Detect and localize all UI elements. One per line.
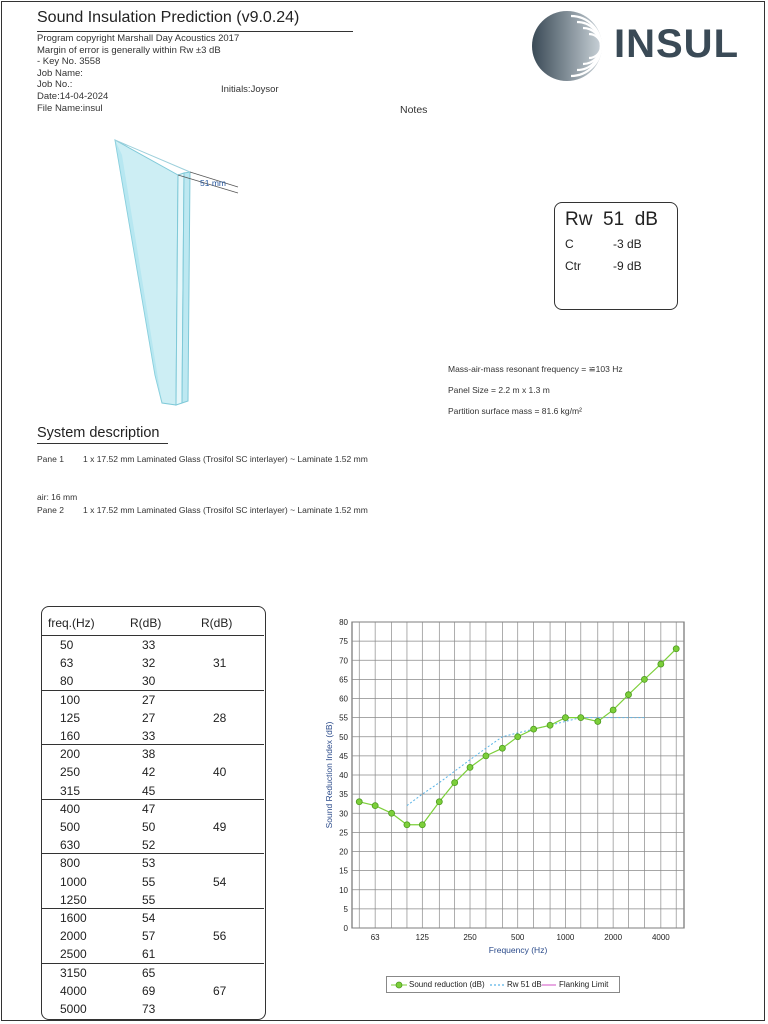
cell-r-value: 38 bbox=[142, 747, 156, 762]
y-tick-label: 5 bbox=[343, 904, 348, 914]
y-tick-label: 60 bbox=[339, 694, 348, 704]
rating-box bbox=[554, 202, 678, 310]
cell-frequency: 2000 bbox=[60, 929, 87, 944]
meta-line: - Key No. 3558 bbox=[37, 56, 101, 68]
title-underline bbox=[37, 31, 353, 32]
cell-r-value: 55 bbox=[142, 892, 156, 907]
cell-r-value: 65 bbox=[142, 965, 156, 980]
x-tick-label: 4000 bbox=[651, 933, 670, 942]
data-point bbox=[578, 715, 584, 721]
cell-frequency: 400 bbox=[60, 801, 81, 816]
data-point bbox=[531, 726, 537, 732]
y-tick-label: 75 bbox=[339, 637, 348, 647]
data-point bbox=[625, 692, 631, 698]
cell-r-value: 50 bbox=[142, 819, 156, 834]
cell-r-value: 27 bbox=[142, 692, 156, 707]
system-underline bbox=[37, 443, 168, 444]
meta-line: File Name:insul bbox=[37, 102, 103, 114]
y-tick-label: 70 bbox=[339, 656, 348, 666]
x-tick-label: 125 bbox=[415, 933, 429, 942]
logo-text: INSUL bbox=[614, 22, 739, 66]
data-point bbox=[515, 734, 521, 740]
report-title: Sound Insulation Prediction (v9.0.24) bbox=[37, 9, 300, 26]
resonant-frequency: Mass-air-mass resonant frequency = ≌103 Hz bbox=[448, 364, 623, 374]
table-header-r-octave: R(dB) bbox=[201, 616, 233, 630]
initials: Initials:Joysor bbox=[221, 84, 279, 95]
partition-properties bbox=[448, 359, 623, 422]
meta-line: Job No.: bbox=[37, 79, 73, 91]
cell-r-value: 47 bbox=[142, 801, 156, 816]
cell-r-value: 42 bbox=[142, 765, 156, 780]
chart-legend bbox=[386, 976, 620, 993]
table-header-r: R(dB) bbox=[130, 616, 162, 630]
cell-frequency: 5000 bbox=[60, 1001, 87, 1016]
y-tick-label: 45 bbox=[339, 751, 348, 761]
data-point bbox=[595, 718, 601, 724]
rw-rating bbox=[565, 209, 658, 231]
air-gap: air: 16 mm bbox=[37, 492, 78, 502]
data-point bbox=[389, 810, 395, 816]
cell-octave-value: 67 bbox=[213, 983, 227, 998]
ctr-value: -9 dB bbox=[613, 259, 642, 273]
panel-size: Panel Size = 2.2 m x 1.3 m bbox=[448, 385, 550, 395]
dimension-label: 51 mm bbox=[200, 178, 226, 188]
pane-2-desc: 1 x 17.52 mm Laminated Glass (Trosifol SC interlayer) ~ Laminate 1.52 mm bbox=[83, 505, 368, 515]
cell-octave-value: 31 bbox=[213, 656, 227, 671]
system-heading: System description bbox=[37, 425, 160, 441]
ctr-label: Ctr bbox=[565, 259, 581, 273]
data-point bbox=[658, 661, 664, 667]
cell-r-value: 69 bbox=[142, 983, 156, 998]
cell-frequency: 200 bbox=[60, 747, 81, 762]
table-row-group bbox=[42, 908, 264, 964]
cell-octave-value: 49 bbox=[213, 819, 227, 834]
meta-line: Margin of error is generally within Rw ±3 dB bbox=[37, 44, 221, 56]
cell-r-value: 57 bbox=[142, 929, 156, 944]
rw-label: Rw bbox=[565, 209, 593, 230]
cell-frequency: 315 bbox=[60, 783, 81, 798]
table-header-freq: freq.(Hz) bbox=[48, 616, 95, 630]
cell-r-value: 73 bbox=[142, 1001, 156, 1016]
data-point bbox=[483, 753, 489, 759]
meta-line: Date:14-04-2024 bbox=[37, 90, 109, 102]
x-tick-label: 250 bbox=[463, 933, 477, 942]
y-tick-label: 15 bbox=[339, 866, 348, 876]
meta-line: Program copyright Marshall Day Acoustics 2017 bbox=[37, 33, 240, 44]
data-point bbox=[436, 799, 442, 805]
data-point bbox=[452, 780, 458, 786]
data-point bbox=[467, 764, 473, 770]
pane-1 bbox=[37, 454, 368, 464]
rw-unit: dB bbox=[634, 209, 658, 230]
cell-r-value: 33 bbox=[142, 638, 156, 652]
cell-octave-value: 28 bbox=[213, 710, 227, 725]
meta-line: Job Name: bbox=[37, 67, 83, 79]
cell-r-value: 45 bbox=[142, 783, 156, 798]
pane-2-label: Pane 2 bbox=[37, 505, 64, 515]
y-tick-label: 55 bbox=[339, 713, 348, 723]
legend-flanking: Flanking Limit bbox=[559, 980, 609, 989]
cell-r-value: 61 bbox=[142, 947, 156, 962]
cell-frequency: 1250 bbox=[60, 892, 87, 907]
data-point bbox=[372, 803, 378, 809]
cell-r-value: 52 bbox=[142, 838, 156, 853]
y-tick-label: 0 bbox=[343, 924, 348, 933]
y-tick-label: 65 bbox=[339, 675, 348, 685]
y-tick-label: 25 bbox=[339, 828, 348, 838]
cell-frequency: 1000 bbox=[60, 874, 87, 889]
cell-r-value: 27 bbox=[142, 710, 156, 725]
legend-sound-reduction-icon bbox=[390, 980, 408, 990]
data-point bbox=[499, 745, 505, 751]
cell-frequency: 50 bbox=[60, 638, 74, 652]
cell-frequency: 630 bbox=[60, 838, 81, 853]
surface-mass: Partition surface mass = 81.6 kg/m² bbox=[448, 406, 582, 416]
legend-flanking-icon bbox=[541, 980, 557, 990]
report-meta bbox=[37, 33, 239, 114]
cell-r-value: 55 bbox=[142, 874, 156, 889]
cell-frequency: 250 bbox=[60, 765, 81, 780]
cell-frequency: 2500 bbox=[60, 947, 87, 962]
x-tick-label: 2000 bbox=[604, 933, 623, 942]
x-tick-label: 500 bbox=[511, 933, 525, 942]
cell-frequency: 63 bbox=[60, 656, 74, 671]
data-point bbox=[419, 822, 425, 828]
y-axis-label: Sound Reduction Index (dB) bbox=[324, 721, 334, 829]
notes-label: Notes bbox=[400, 104, 428, 116]
cell-r-value: 30 bbox=[142, 674, 156, 689]
cell-r-value: 54 bbox=[142, 911, 156, 925]
table-row-group bbox=[42, 963, 264, 1019]
cell-frequency: 800 bbox=[60, 856, 81, 871]
results-table bbox=[41, 606, 266, 1020]
y-tick-label: 10 bbox=[339, 885, 348, 895]
sound-reduction-chart bbox=[318, 610, 688, 1000]
cell-r-value: 32 bbox=[142, 656, 156, 671]
y-tick-label: 80 bbox=[339, 618, 348, 627]
data-point bbox=[641, 676, 647, 682]
cell-frequency: 4000 bbox=[60, 983, 87, 998]
c-label: C bbox=[565, 237, 574, 251]
x-axis-label: Frequency (Hz) bbox=[488, 945, 548, 955]
y-tick-label: 20 bbox=[339, 847, 348, 857]
cell-octave-value: 56 bbox=[213, 929, 227, 944]
cell-frequency: 160 bbox=[60, 728, 81, 743]
table-row-group bbox=[42, 799, 264, 855]
data-point bbox=[673, 646, 679, 652]
data-point bbox=[547, 722, 553, 728]
c-value: -3 dB bbox=[613, 237, 642, 251]
pane-1-desc: 1 x 17.52 mm Laminated Glass (Trosifol SC interlayer) ~ Laminate 1.52 mm bbox=[83, 454, 368, 464]
y-tick-label: 40 bbox=[339, 771, 348, 780]
glass-panel-diagram bbox=[100, 135, 260, 410]
table-row-group bbox=[42, 853, 264, 909]
data-point bbox=[356, 799, 362, 805]
cell-frequency: 125 bbox=[60, 710, 81, 725]
pane-2 bbox=[37, 505, 368, 515]
y-tick-label: 35 bbox=[339, 790, 348, 800]
x-tick-label: 1000 bbox=[556, 933, 575, 942]
table-row-group bbox=[42, 690, 264, 746]
data-point bbox=[610, 707, 616, 713]
x-tick-label: 63 bbox=[370, 933, 380, 942]
cell-frequency: 1600 bbox=[60, 911, 87, 925]
cell-frequency: 3150 bbox=[60, 965, 87, 980]
y-tick-label: 30 bbox=[339, 809, 348, 819]
cell-frequency: 500 bbox=[60, 819, 81, 834]
legend-sound-reduction: Sound reduction (dB) bbox=[409, 980, 485, 989]
data-point bbox=[404, 822, 410, 828]
legend-rw-icon bbox=[489, 980, 505, 990]
legend-rw: Rw 51 dB bbox=[507, 980, 542, 989]
table-row-group bbox=[42, 744, 264, 800]
y-tick-label: 50 bbox=[339, 732, 348, 742]
cell-r-value: 33 bbox=[142, 728, 156, 743]
cell-octave-value: 54 bbox=[213, 874, 227, 889]
cell-octave-value: 40 bbox=[213, 765, 227, 780]
cell-frequency: 100 bbox=[60, 692, 81, 707]
data-point bbox=[562, 715, 568, 721]
cell-frequency: 80 bbox=[60, 674, 74, 689]
table-row-group bbox=[42, 635, 264, 691]
cell-r-value: 53 bbox=[142, 856, 156, 871]
rw-value: 51 bbox=[603, 209, 625, 230]
pane-1-label: Pane 1 bbox=[37, 454, 64, 464]
